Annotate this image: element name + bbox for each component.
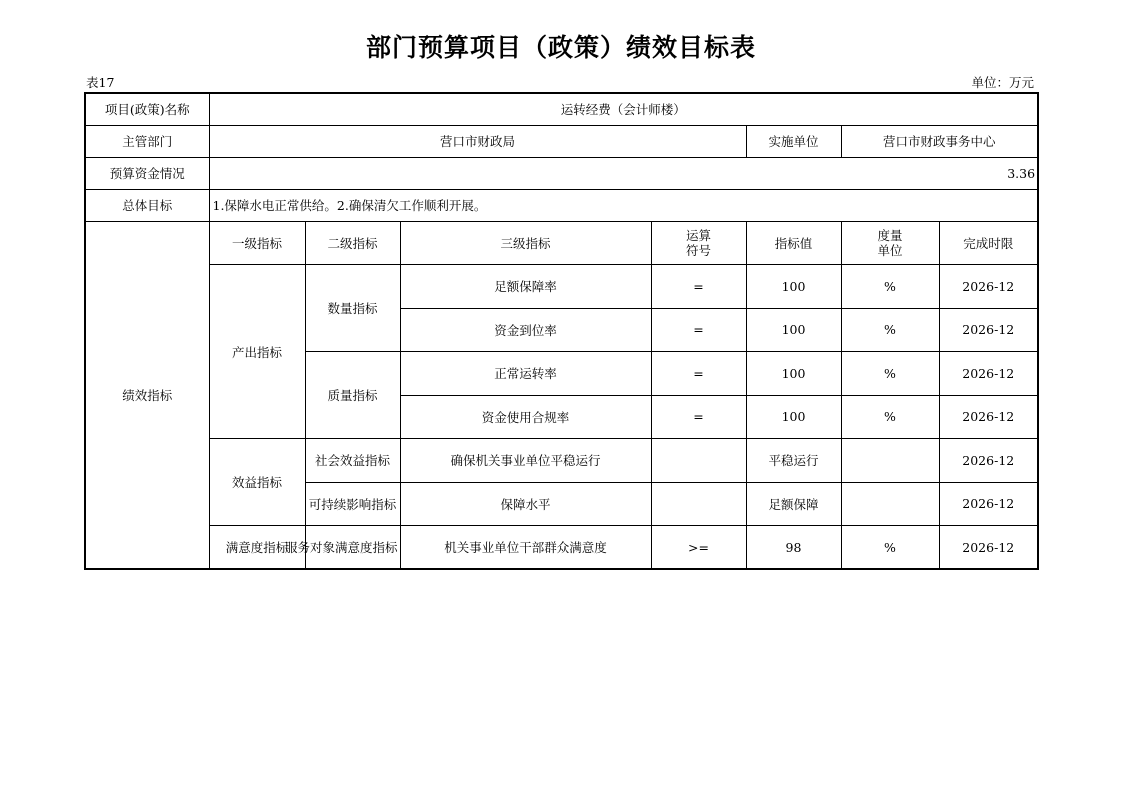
indicator-value: 足额保障 <box>746 482 841 526</box>
level2-sustainable-impact: 可持续影响指标 <box>305 482 400 526</box>
performance-indicator-label: 绩效指标 <box>85 221 209 569</box>
indicator-unit: % <box>841 265 939 309</box>
indicator-operator <box>651 439 746 483</box>
indicator-deadline: 2026-12 <box>939 439 1038 483</box>
header-deadline: 完成时限 <box>939 221 1038 265</box>
indicator-name: 确保机关事业单位平稳运行 <box>400 439 651 483</box>
indicator-header-row <box>85 221 1038 265</box>
header-level3: 三级指标 <box>400 221 651 265</box>
indicator-unit: % <box>841 308 939 352</box>
indicator-name: 足额保障率 <box>400 265 651 309</box>
page-title: 部门预算项目（政策）绩效目标表 <box>365 33 756 62</box>
indicator-operator: = <box>651 352 746 396</box>
indicator-deadline: 2026-12 <box>939 482 1038 526</box>
indicator-value: 100 <box>746 308 841 352</box>
indicator-name: 保障水平 <box>400 482 651 526</box>
department-row <box>85 125 1038 157</box>
table-number: 表17 <box>86 75 115 90</box>
budget-value: 3.36 <box>209 157 1038 189</box>
level2-social-benefit: 社会效益指标 <box>305 439 400 483</box>
header-operator-line1: 运算 <box>685 227 711 243</box>
level2-quality: 质量指标 <box>305 352 400 439</box>
indicator-name: 机关事业单位干部群众满意度 <box>400 526 651 570</box>
indicator-operator: = <box>651 395 746 439</box>
header-level1: 一级指标 <box>209 221 305 265</box>
indicator-deadline: 2026-12 <box>939 526 1038 570</box>
indicator-name: 正常运转率 <box>400 352 651 396</box>
indicator-name: 资金到位率 <box>400 308 651 352</box>
unit-label: 单位：万元 <box>971 75 1034 90</box>
indicator-deadline: 2026-12 <box>939 308 1038 352</box>
indicator-unit <box>841 482 939 526</box>
implementing-unit-label: 实施单位 <box>746 125 841 157</box>
header-measure-unit <box>841 221 939 265</box>
header-measure-unit-line2: 单位 <box>877 242 903 258</box>
overall-goal-label: 总体目标 <box>85 189 209 221</box>
indicator-deadline: 2026-12 <box>939 395 1038 439</box>
level2-quantity: 数量指标 <box>305 265 400 352</box>
performance-target-table <box>84 92 1039 570</box>
indicator-value: 98 <box>746 526 841 570</box>
overall-goal-value: 1.保障水电正常供给。2.确保清欠工作顺利开展。 <box>209 189 1038 221</box>
indicator-operator <box>651 482 746 526</box>
overall-goal-row <box>85 189 1038 221</box>
indicator-row <box>85 439 1038 483</box>
indicator-unit <box>841 439 939 483</box>
project-name-value: 运转经费（会计师楼） <box>209 93 1038 125</box>
indicator-unit: % <box>841 526 939 570</box>
indicator-row <box>85 526 1038 570</box>
level1-benefit: 效益指标 <box>209 439 305 526</box>
header-measure-unit-line1: 度量 <box>877 227 903 243</box>
indicator-deadline: 2026-12 <box>939 352 1038 396</box>
project-name-row <box>85 93 1038 125</box>
indicator-operator: = <box>651 265 746 309</box>
indicator-value: 100 <box>746 352 841 396</box>
header-operator-line2: 符号 <box>685 242 711 258</box>
budget-row <box>85 157 1038 189</box>
level1-output: 产出指标 <box>209 265 305 439</box>
project-name-label: 项目(政策)名称 <box>85 93 209 125</box>
header-target-value: 指标值 <box>746 221 841 265</box>
indicator-operator: = <box>651 308 746 352</box>
level1-satisfaction: 满意度指标 <box>209 526 305 570</box>
indicator-deadline: 2026-12 <box>939 265 1038 309</box>
budget-label: 预算资金情况 <box>85 157 209 189</box>
indicator-name: 资金使用合规率 <box>400 395 651 439</box>
indicator-row <box>85 265 1038 309</box>
indicator-unit: % <box>841 395 939 439</box>
indicator-value: 100 <box>746 395 841 439</box>
implementing-unit-value: 营口市财政事务中心 <box>841 125 1038 157</box>
indicator-unit: % <box>841 352 939 396</box>
indicator-operator: >= <box>651 526 746 570</box>
level2-service-satisfaction: 服务对象满意度指标 <box>305 526 400 570</box>
department-label: 主管部门 <box>85 125 209 157</box>
department-value: 营口市财政局 <box>209 125 746 157</box>
header-level2: 二级指标 <box>305 221 400 265</box>
indicator-value: 100 <box>746 265 841 309</box>
indicator-value: 平稳运行 <box>746 439 841 483</box>
header-operator <box>651 221 746 265</box>
